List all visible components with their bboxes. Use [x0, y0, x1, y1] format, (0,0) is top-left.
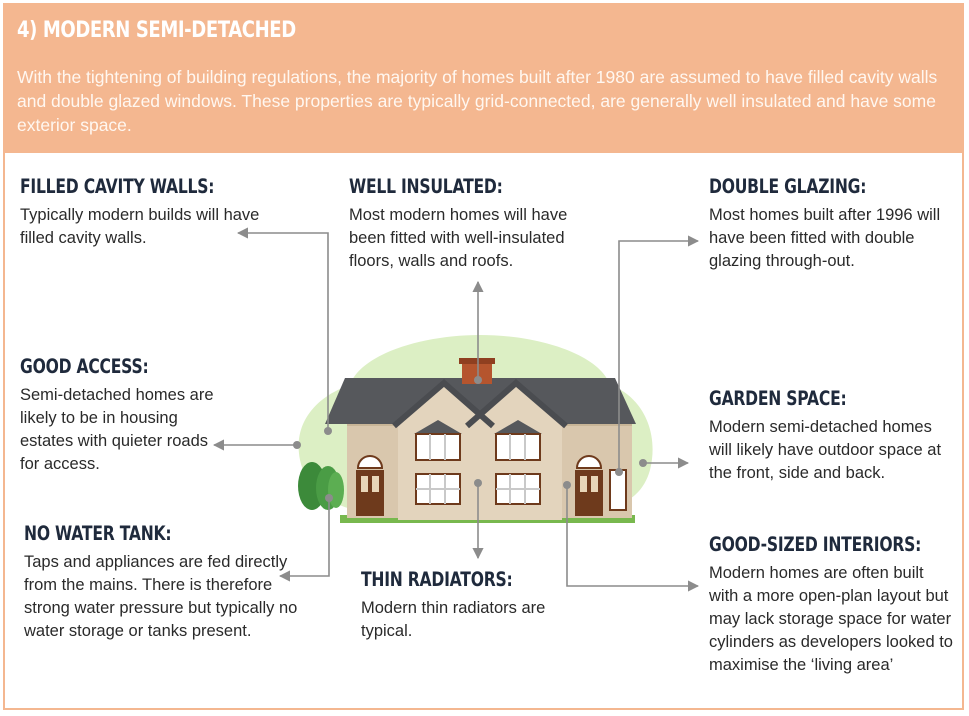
section-no-water-tank	[24, 522, 302, 643]
section-title: THIN RADIATORS:	[361, 568, 513, 591]
section-title: DOUBLE GLAZING:	[709, 175, 867, 198]
section-text: Most homes built after 1996 will have been fitted with double glazing through-out.	[709, 206, 941, 270]
section-garden-space	[709, 387, 954, 485]
section-thin-radiators	[361, 568, 566, 643]
section-text: Typically modern builds will have filled cavity walls.	[20, 206, 260, 247]
section-title: FILLED CAVITY WALLS:	[20, 175, 215, 198]
section-title: GOOD ACCESS:	[20, 355, 149, 378]
section-title: GOOD-SIZED INTERIORS:	[709, 533, 922, 556]
section-title: WELL INSULATED:	[349, 175, 503, 198]
section-filled-cavity-walls	[20, 175, 260, 250]
section-text: Modern semi-detached homes will likely have outdoor space at the front, side and back.	[709, 418, 942, 482]
page-title: 4) MODERN SEMI-DETACHED	[17, 18, 296, 43]
section-text: Taps and appliances are fed directly from the mains. There is therefore strong water pressure but typically no water storage or tanks present.	[24, 553, 298, 640]
section-text: Modern homes are often built with a more open-plan layout but may lack storage space for water cylinders as developers looked to maximise the ‘living area’	[709, 564, 953, 674]
section-double-glazing	[709, 175, 949, 273]
section-title: NO WATER TANK:	[24, 522, 172, 545]
section-good-sized-interiors	[709, 533, 954, 677]
section-well-insulated	[349, 175, 594, 273]
header-description: With the tightening of building regulations, the majority of homes built after 1980 are assumed to have filled cavity walls and double glazed windows. These properties are typically grid-connected, are generally well insulated and have some exterior space.	[17, 67, 938, 135]
connector-filled-cavity-walls	[238, 233, 328, 430]
section-text: Most modern homes will have been fitted with well-insulated floors, walls and roofs.	[349, 206, 568, 270]
section-title: GARDEN SPACE:	[709, 387, 847, 410]
section-good-access	[20, 355, 215, 476]
section-text: Semi-detached homes are likely to be in housing estates with quieter roads for access.	[20, 386, 214, 473]
section-text: Modern thin radiators are typical.	[361, 599, 546, 640]
